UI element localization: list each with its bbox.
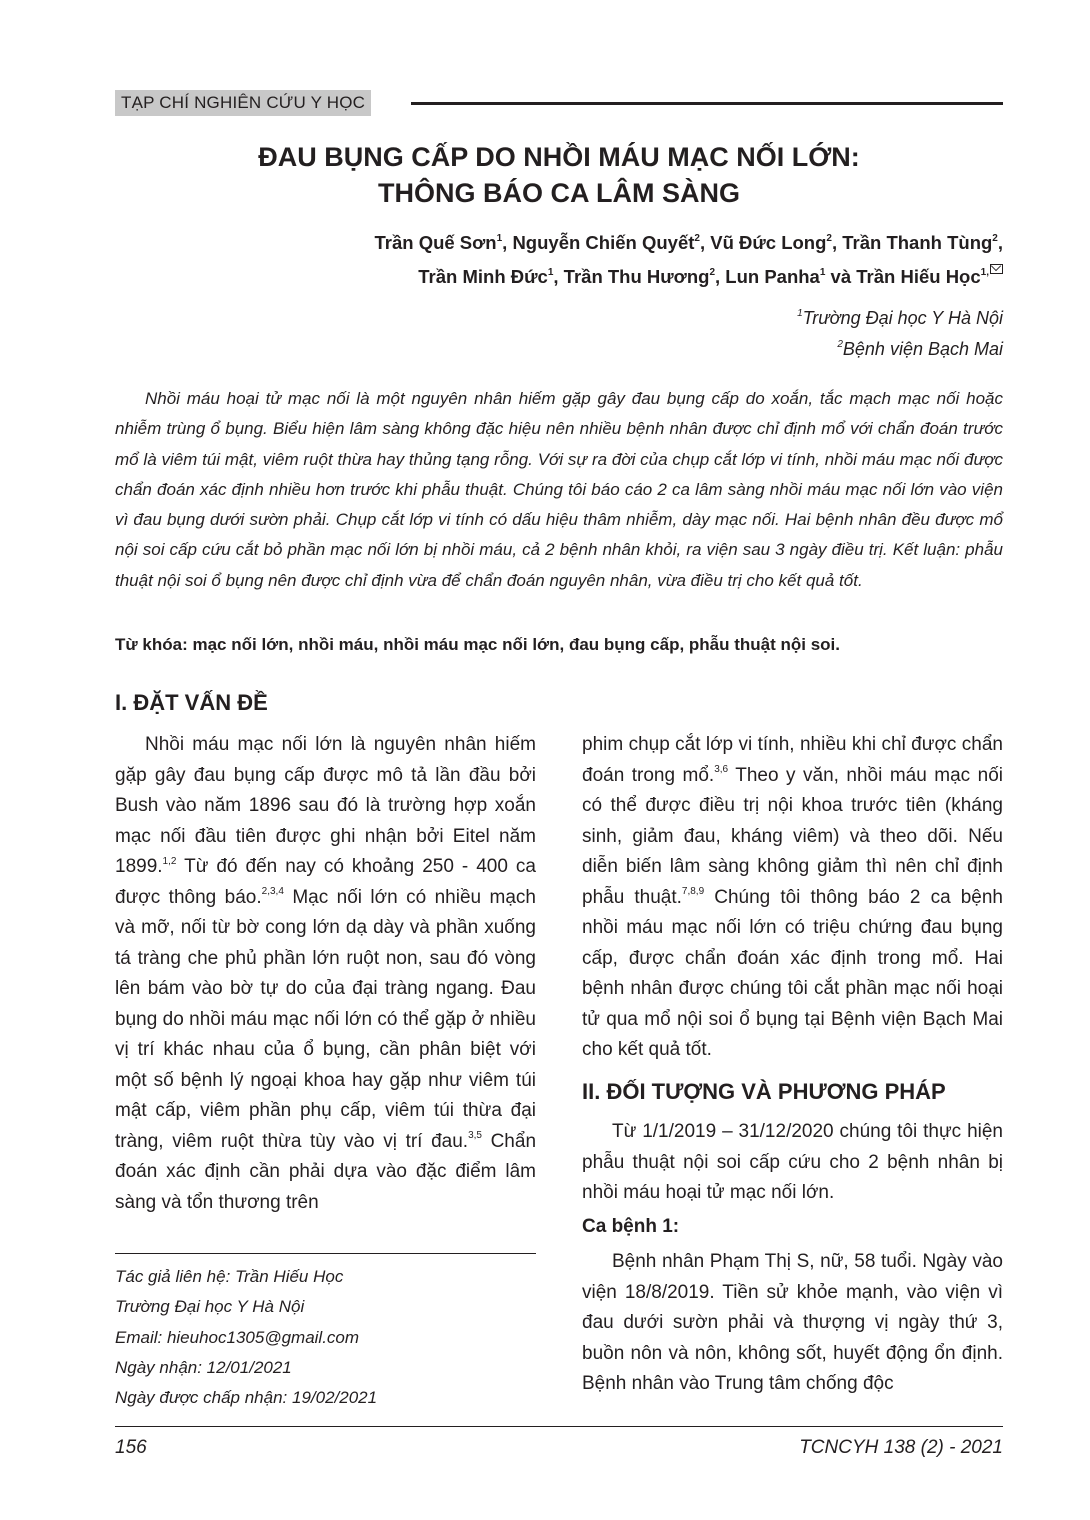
text-run: Chẩn đoán xác định cần phải dựa vào đặc điểm lâm sàng và tổn thương trên bbox=[115, 1130, 537, 1213]
header-rule bbox=[411, 102, 1003, 105]
author-affiliation-mark: 1 bbox=[819, 266, 826, 278]
citation-ref: 2,3,4 bbox=[261, 886, 284, 898]
contact-email: Email: hieuhoc1305@gmail.com bbox=[115, 1327, 360, 1347]
author-name: Trần Quế Sơn bbox=[374, 232, 497, 253]
page-number: 156 bbox=[115, 1437, 147, 1458]
received-date: Ngày nhận: 12/01/2021 bbox=[115, 1357, 292, 1377]
title-line-1: ĐAU BỤNG CẤP DO NHỒI MÁU MẠC NỐI LỚN: bbox=[258, 142, 860, 172]
author-affiliation-mark: 2 bbox=[709, 266, 715, 278]
article-title bbox=[115, 139, 1003, 211]
author-affiliation-mark: 2 bbox=[694, 232, 700, 244]
author-name: , Nguyễn Chiến Quyết bbox=[502, 232, 695, 253]
author-name: Trần Minh Đức bbox=[418, 266, 548, 287]
section-1-paragraph-col1 bbox=[115, 730, 536, 1218]
title-line-2: THÔNG BÁO CA LÂM SÀNG bbox=[378, 178, 740, 208]
case-1-label: Ca bệnh 1: bbox=[582, 1216, 680, 1237]
author-name: , Lun Panha bbox=[715, 266, 820, 287]
footer-journal-citation: TCNCYH 138 (2) - 2021 bbox=[799, 1437, 1003, 1458]
case-1-paragraph: Bệnh nhân Phạm Thị S, nữ, 58 tuổi. Ngày vào viện 18/8/2019. Tiền sử khỏe mạnh, vào viện vì đau dưới sườn phải và thượng vị ngày thứ 3, buồn nôn và nôn, không sốt, huyết động ổn định. Bệnh nhân vào Trung tâm chống độc bbox=[582, 1251, 1003, 1394]
author-name: , Trần Thu Hương bbox=[553, 266, 710, 287]
section-1-title: I. ĐẶT VẤN ĐỀ bbox=[115, 690, 268, 715]
author-name: , Vũ Đức Long bbox=[699, 232, 827, 253]
contact-author: Tác giả liên hệ: Trần Hiếu Học bbox=[115, 1267, 344, 1286]
text-run: phim chụp cắt lớp vi tính, nhiều khi chỉ được chẩn đoán trong mổ. bbox=[582, 734, 1003, 786]
footnote-rule bbox=[115, 1253, 536, 1254]
affiliation-2 bbox=[837, 339, 1003, 360]
affiliation-name: Trường Đại học Y Hà Nội bbox=[802, 308, 1003, 328]
author-line-2 bbox=[115, 260, 1003, 294]
author-line-1 bbox=[115, 226, 1003, 260]
author-name: và Trần Hiếu Học bbox=[825, 266, 981, 287]
text-run: Mạc nối lớn có nhiều mạch và mỡ, nối từ bờ cong lớn dạ dày và phần xuống tá tràng che phủ phần lớn ruột non, sau đó vòng lên bám vào bờ tự do của đại tràng ngang. Đau bụng do nhồi máu mạc nối lớn có thể gặp ở nhiều vị trí khác nhau của ổ bụng, cần phân biệt với một số bệnh lý ngoại khoa hay gặp như viêm túi mật cấp, viêm phần phụ cấp, viêm túi thừa đại tràng, viêm ruột thừa tùy vào vị trí đau. bbox=[115, 886, 536, 1152]
text-run: Chúng tôi thông báo 2 ca bệnh nhồi máu mạc nối lớn có triệu chứng đau bụng cấp, được chẩn đoán xác định trong mổ. Hai bệnh nhân được chúng tôi cắt phần mạc nối hoại tử qua mổ nội soi ổ bụng tại Bệnh viện Bạch Mai cho kết quả tốt. bbox=[582, 886, 1003, 1060]
envelope-icon bbox=[990, 264, 1003, 274]
author-affiliation-mark: 1 bbox=[547, 266, 554, 278]
affiliation-1 bbox=[797, 308, 1003, 329]
abstract-text: Nhồi máu hoại tử mạc nối là một nguyên nhân hiếm gặp gây đau bụng cấp do xoắn, tắc mạch mạc nối hoặc nhiễm trùng ổ bụng. Biểu hiện lâm sàng không đặc hiệu nên nhiều bệnh nhân được chỉ định mổ với chẩn đoán trước mổ là viêm túi mật, viêm ruột thừa hay thủng tạng rỗng. Với sự ra đời của chụp cắt lớp vi tính, nhồi máu mạc nối được chẩn đoán xác định nhiều hơn trước khi phẫu thuật. Chúng tôi báo cáo 2 ca lâm sàng nhồi máu mạc nối lớn vào viện vì đau bụng dưới sườn phải. Chụp cắt lớp vi tính có dấu hiệu thâm nhiễm, dày mạc nối. Hai bệnh nhân đều được mổ nội soi cấp cứu cắt bỏ phần mạc nối lớn bị nhồi máu, cả 2 bệnh nhân khỏi, ra viện sau 3 ngày điều trị. Kết luận: phẫu thuật nội soi ổ bụng nên được chỉ định vừa để chẩn đoán nguyên nhân, vừa điều trị cho kết quả tốt. bbox=[115, 389, 1003, 590]
accepted-date: Ngày được chấp nhận: 19/02/2021 bbox=[115, 1388, 378, 1408]
journal-name: TẠP CHÍ NGHIÊN CỨU Y HỌC bbox=[115, 90, 371, 116]
author-separator: , bbox=[997, 232, 1003, 253]
text-run: Theo y văn, nhồi máu mạc nối có thể được điều trị nội khoa trước tiên (kháng sinh, giảm đau, kháng viêm) và theo dõi. Nếu diễn biến lâm sàng không giảm thì nên chỉ định phẫu thuật. bbox=[582, 764, 1003, 908]
journal-header bbox=[115, 90, 1003, 116]
affiliation-mark: 1 bbox=[797, 308, 803, 319]
citation-ref: 7,8,9 bbox=[681, 886, 705, 898]
citation-ref: 3,5 bbox=[468, 1130, 482, 1142]
affiliation-name: Bệnh viện Bạch Mai bbox=[842, 339, 1003, 359]
section-2-title: II. ĐỐI TƯỢNG VÀ PHƯƠNG PHÁP bbox=[582, 1079, 946, 1104]
keywords: Từ khóa: mạc nối lớn, nhồi máu, nhồi máu mạc nối lớn, đau bụng cấp, phẫu thuật nội soi. bbox=[115, 635, 841, 654]
text-run: Từ đó đến nay có khoảng 250 - 400 ca được thông báo. bbox=[115, 856, 536, 908]
author-name: , Trần Thanh Tùng bbox=[831, 232, 993, 253]
section-1-paragraph-col2 bbox=[582, 730, 1003, 1066]
author-list bbox=[115, 226, 1003, 294]
citation-ref: 1,2 bbox=[162, 855, 177, 867]
contact-institution: Trường Đại học Y Hà Nội bbox=[115, 1297, 305, 1317]
affiliation-mark: 2 bbox=[837, 339, 843, 350]
author-affiliation-mark: 2 bbox=[992, 232, 998, 244]
author-affiliation-mark: 2 bbox=[826, 232, 832, 244]
author-affiliation-mark: 1 bbox=[496, 232, 503, 244]
correspondence-footnote bbox=[115, 1262, 377, 1413]
author-affiliation-mark: 1, bbox=[980, 266, 989, 278]
text-run: Nhồi máu mạc nối lớn là nguyên nhân hiếm gặp gây đau bụng cấp được mô tả lần đầu bởi Bush vào năm 1896 sau đó là trường hợp xoắn mạc nối đầu tiên được ghi nhận bởi Eitel năm 1899. bbox=[115, 734, 536, 877]
footer-rule bbox=[115, 1426, 1003, 1427]
abstract bbox=[115, 384, 1003, 596]
section-2-paragraph-1: Từ 1/1/2019 – 31/12/2020 chúng tôi thực hiện phẫu thuật nội soi cấp cứu cho 2 bệnh nhân bị nhồi máu hoại tử mạc nối lớn. bbox=[582, 1121, 1003, 1203]
citation-ref: 3,6 bbox=[714, 764, 729, 776]
